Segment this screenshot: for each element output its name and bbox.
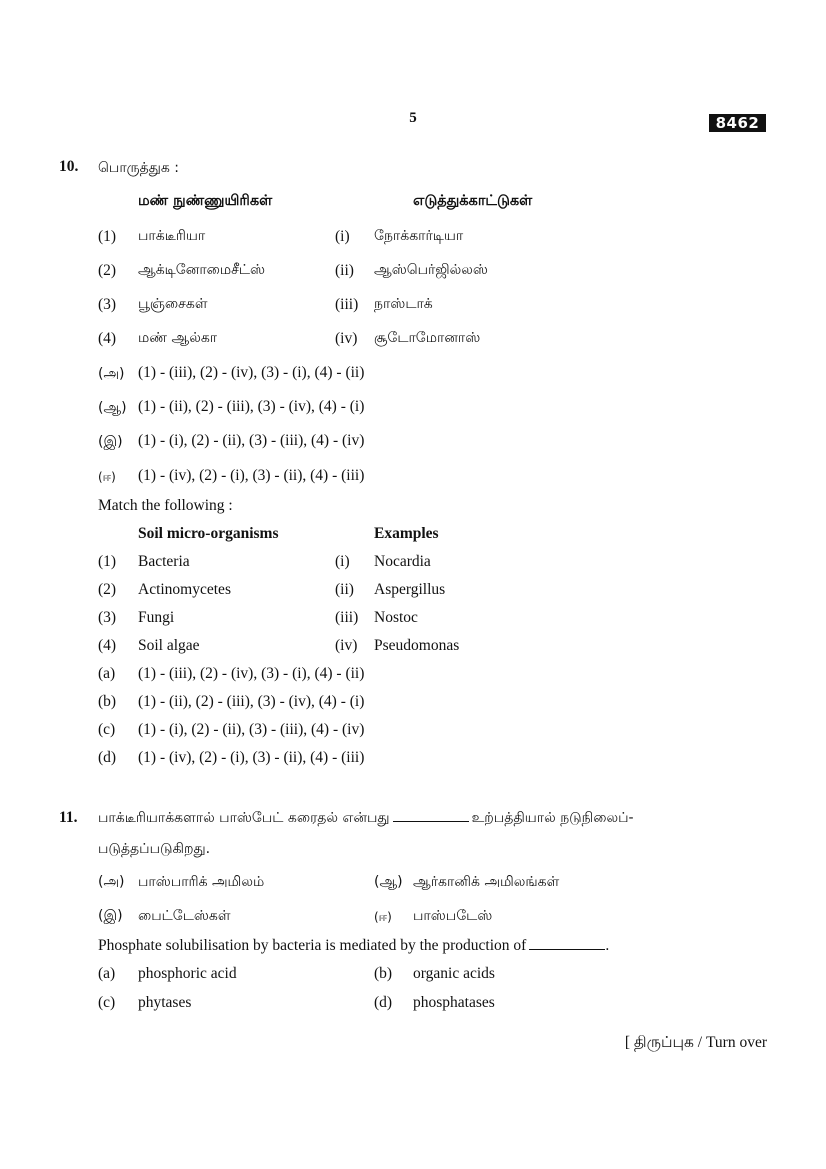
row-right-item: ஆஸ்பெர்ஜில்லஸ் xyxy=(374,262,488,278)
column-header-ta-right: எடுத்துக்காட்டுகள் xyxy=(413,193,533,209)
row-right-item: நோக்கார்டியா xyxy=(374,228,464,244)
column-header-ta-left: மண் நுண்ணுயிரிகள் xyxy=(138,193,273,209)
row-index: (2) xyxy=(98,262,117,279)
row-index: (4) xyxy=(98,637,117,654)
row-roman-index: (ii) xyxy=(335,581,354,598)
column-header-en-left: Soil micro-organisms xyxy=(138,525,279,542)
row-right-item: Nocardia xyxy=(374,553,431,570)
question-stem-ta-line2: படுத்தப்படுகிறது. xyxy=(98,841,211,857)
row-roman-index: (i) xyxy=(335,228,350,245)
option-text: (1) - (iii), (2) - (iv), (3) - (i), (4) - (ii) xyxy=(138,364,365,381)
option-label: (ஆ) xyxy=(98,400,127,416)
paper-code-badge: 8462 xyxy=(709,114,766,132)
question-stem-ta xyxy=(98,809,634,828)
option-label: (ஈ) xyxy=(98,470,116,484)
option-label: (அ) xyxy=(98,366,125,382)
row-right-item: சூடோமோனாஸ் xyxy=(374,330,481,346)
option-label: (d) xyxy=(374,994,393,1011)
answer-blank xyxy=(529,948,605,950)
row-left-item: மண் ஆல்கா xyxy=(138,330,218,346)
option-label: (d) xyxy=(98,749,117,766)
row-index: (1) xyxy=(98,228,117,245)
question-number: 10. xyxy=(59,158,79,175)
option-text: (1) - (i), (2) - (ii), (3) - (iii), (4) - (iv) xyxy=(138,721,365,738)
row-left-item: Soil algae xyxy=(138,637,200,654)
option-text: (1) - (i), (2) - (ii), (3) - (iii), (4) - (iv) xyxy=(138,432,365,449)
question-number: 11. xyxy=(59,809,78,826)
row-index: (1) xyxy=(98,553,117,570)
option-text: ஆர்கானிக் அமிலங்கள் xyxy=(413,874,560,890)
option-label: (c) xyxy=(98,721,116,738)
option-label: (b) xyxy=(98,693,117,710)
row-left-item: Fungi xyxy=(138,609,175,626)
stem-after-blank: உற்பத்தியால் நடுநிலைப்- xyxy=(471,810,634,826)
option-label: (அ) xyxy=(98,874,125,890)
option-label: (a) xyxy=(98,965,116,982)
row-right-item: நாஸ்டாக் xyxy=(374,296,433,312)
row-left-item: பாக்டீரியா xyxy=(138,228,206,244)
row-left-item: Bacteria xyxy=(138,553,190,570)
row-left-item: பூஞ்சைகள் xyxy=(138,296,208,312)
option-text: phosphoric acid xyxy=(138,965,237,982)
row-roman-index: (iii) xyxy=(335,609,359,626)
option-label: (a) xyxy=(98,665,116,682)
row-index: (4) xyxy=(98,330,117,347)
option-label: (ஆ) xyxy=(374,874,403,890)
option-text: பாஸ்படேஸ் xyxy=(413,908,493,924)
row-index: (3) xyxy=(98,609,117,626)
row-left-item: Actinomycetes xyxy=(138,581,231,598)
stem-before-blank: Phosphate solubilisation by bacteria is mediated by the production of xyxy=(98,937,527,954)
row-roman-index: (i) xyxy=(335,553,350,570)
question-stem-en xyxy=(98,937,609,955)
option-label: (இ) xyxy=(98,434,123,450)
row-right-item: Nostoc xyxy=(374,609,418,626)
stem-before-blank: பாக்டீரியாக்களால் பாஸ்பேட் கரைதல் என்பது xyxy=(98,810,390,826)
option-label: (b) xyxy=(374,965,393,982)
row-left-item: ஆக்டினோமைசீட்ஸ் xyxy=(138,262,266,278)
stem-after-blank: . xyxy=(605,937,610,954)
page-number: 5 xyxy=(409,110,417,126)
column-header-en-right: Examples xyxy=(374,525,439,542)
instruction-ta: பொருத்துக : xyxy=(98,160,179,176)
option-text: phytases xyxy=(138,994,192,1011)
option-text: organic acids xyxy=(413,965,495,982)
option-text: (1) - (ii), (2) - (iii), (3) - (iv), (4) - (i) xyxy=(138,693,365,710)
row-roman-index: (iv) xyxy=(335,637,358,654)
row-roman-index: (iii) xyxy=(335,296,359,313)
option-text: பாஸ்பாரிக் அமிலம் xyxy=(138,874,265,890)
option-text: பைட்டேஸ்கள் xyxy=(138,908,231,924)
row-index: (2) xyxy=(98,581,117,598)
option-text: (1) - (iii), (2) - (iv), (3) - (i), (4) - (ii) xyxy=(138,665,365,682)
option-text: (1) - (iv), (2) - (i), (3) - (ii), (4) - (iii) xyxy=(138,467,365,484)
instruction-en: Match the following : xyxy=(98,497,233,514)
option-text: (1) - (ii), (2) - (iii), (3) - (iv), (4) - (i) xyxy=(138,398,365,415)
row-index: (3) xyxy=(98,296,117,313)
turn-over-note: [ திருப்புக / Turn over xyxy=(624,1034,767,1051)
row-roman-index: (ii) xyxy=(335,262,354,279)
answer-blank xyxy=(393,820,469,822)
option-text: (1) - (iv), (2) - (i), (3) - (ii), (4) - (iii) xyxy=(138,749,365,766)
option-text: phosphatases xyxy=(413,994,495,1011)
option-label: (ஈ) xyxy=(374,910,392,924)
row-right-item: Aspergillus xyxy=(374,581,446,598)
row-right-item: Pseudomonas xyxy=(374,637,460,654)
option-label: (c) xyxy=(98,994,116,1011)
row-roman-index: (iv) xyxy=(335,330,358,347)
option-label: (இ) xyxy=(98,908,123,924)
